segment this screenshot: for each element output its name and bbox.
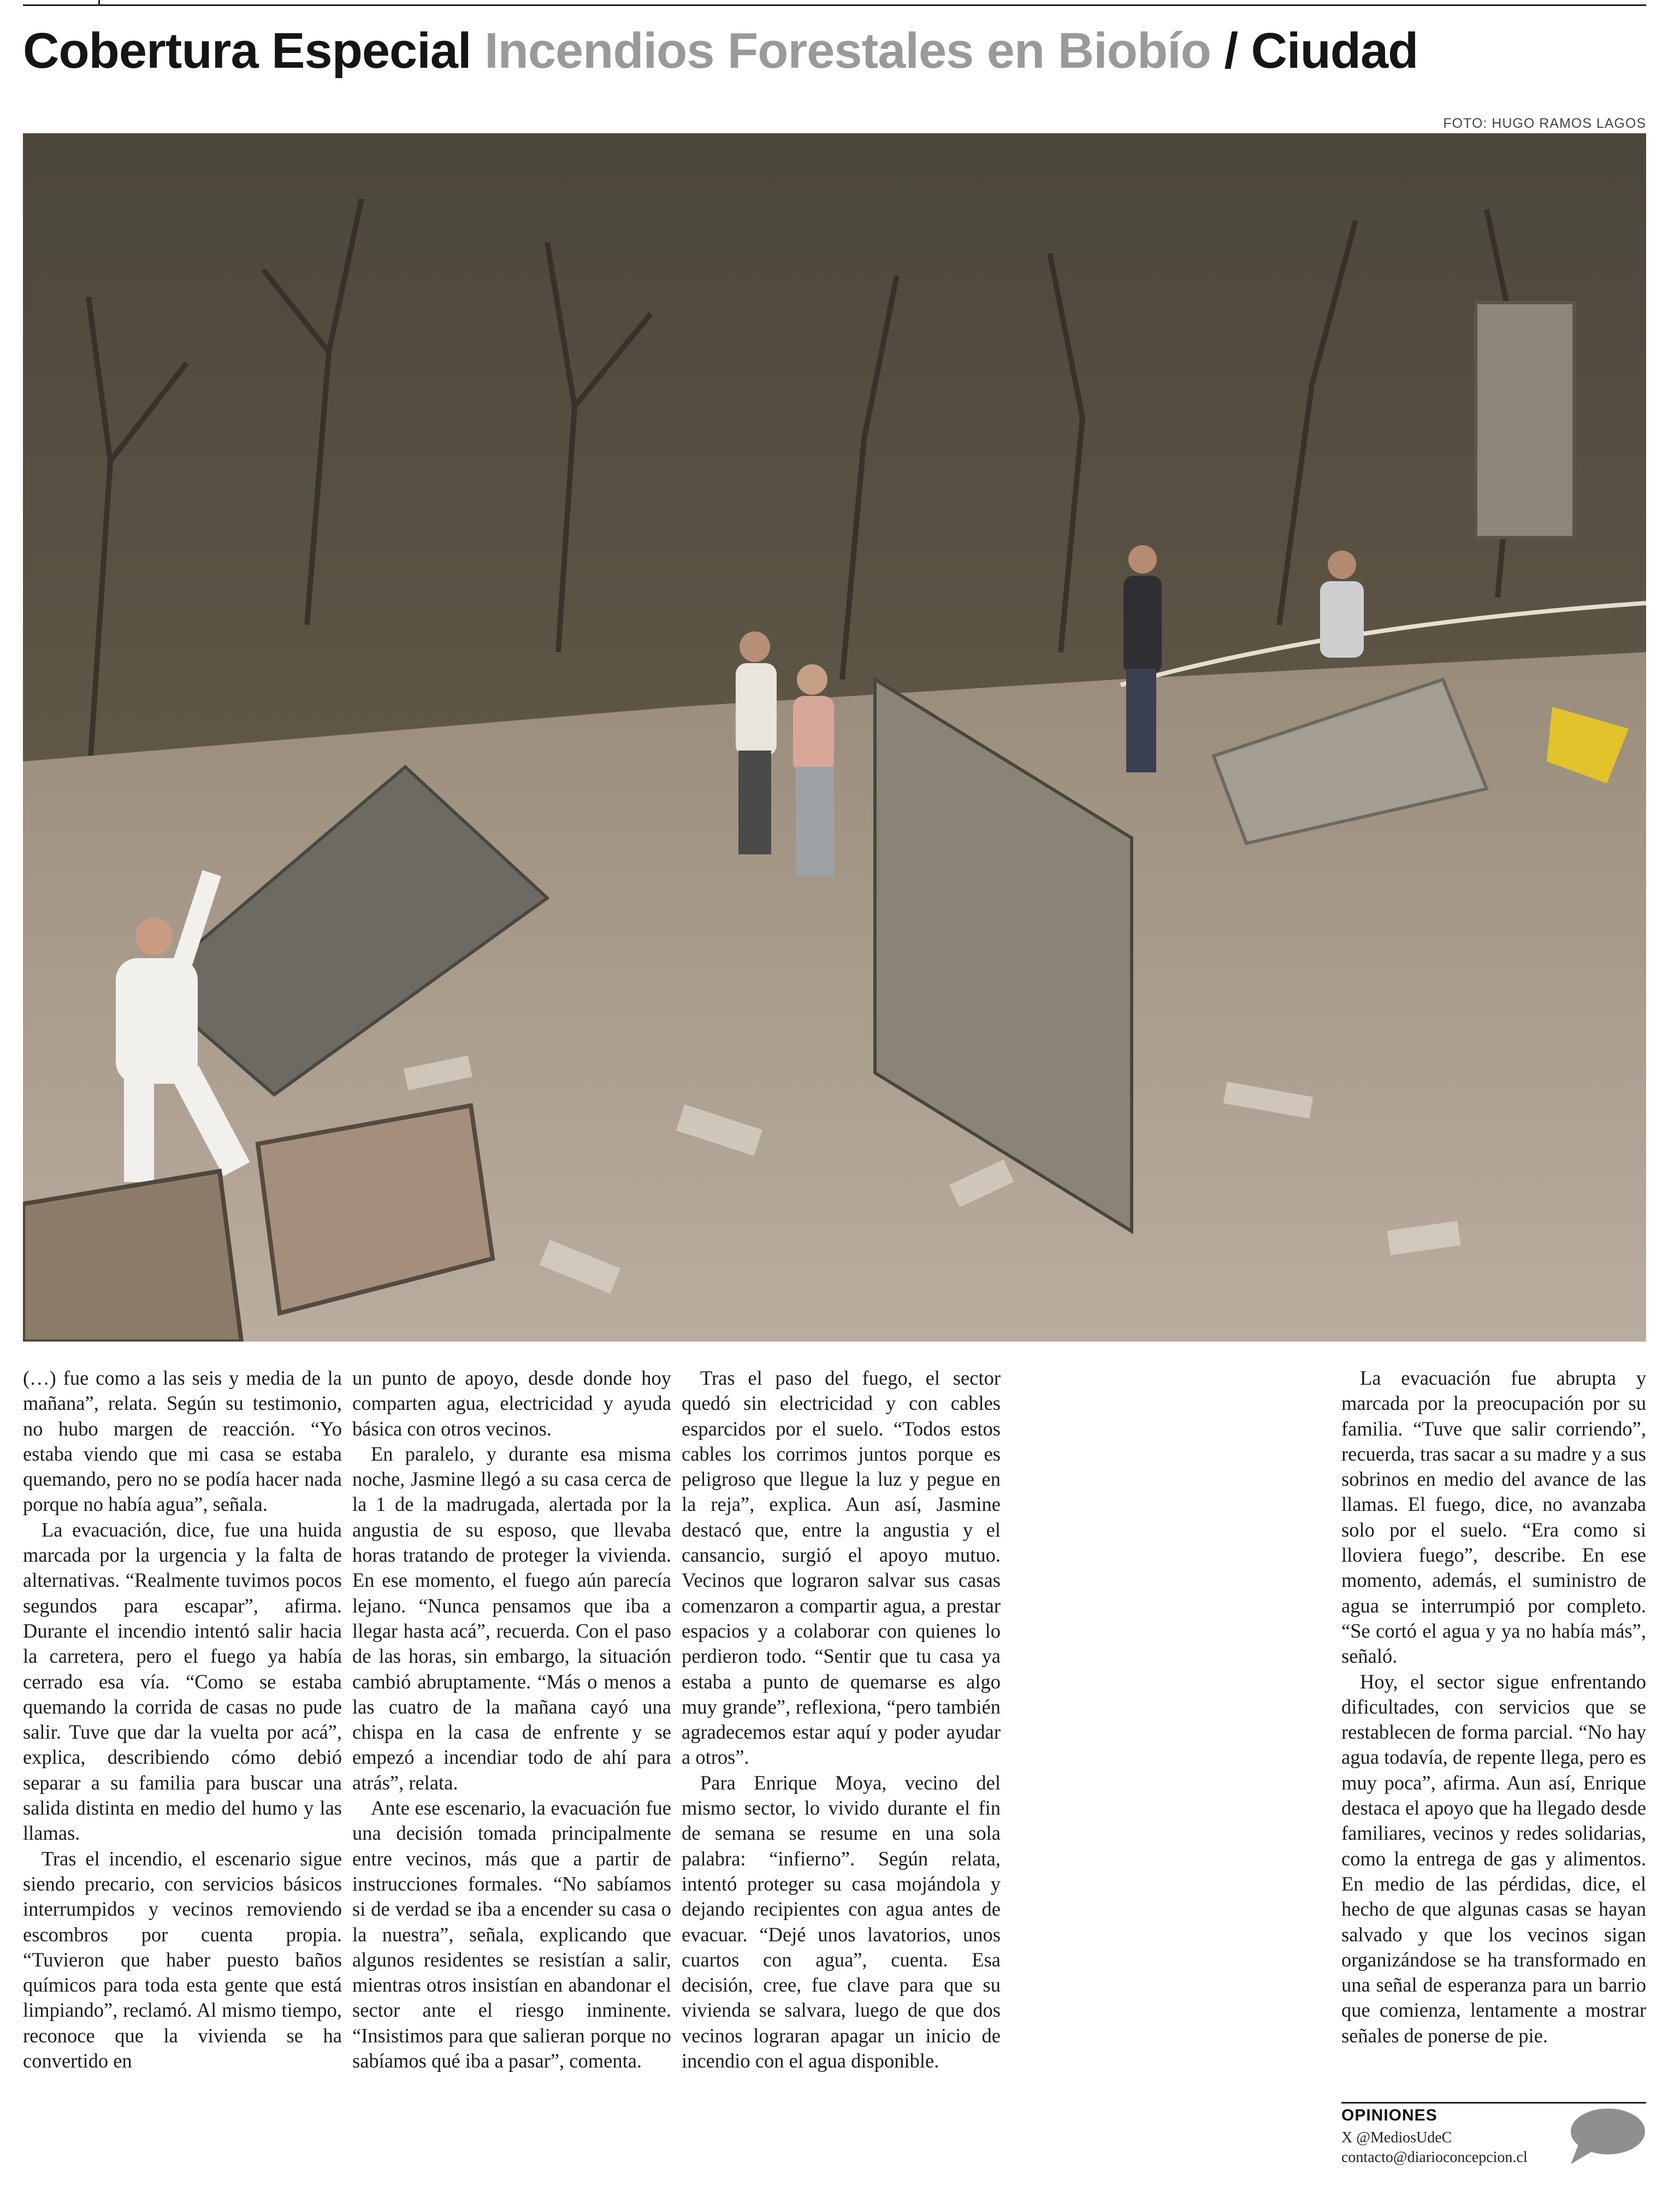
photo-credit: FOTO: HUGO RAMOS LAGOS [1443, 116, 1646, 131]
photo-illustration [23, 133, 1646, 1342]
speech-bubble-icon [1566, 2106, 1646, 2165]
col2-paragraph: un punto de apoyo, desde donde hoy comparten agua, electricidad y ayuda básica con otros vecinos. [352, 1367, 671, 1440]
opinions-social-handle[interactable]: X @MediosUdeC [1341, 2129, 1452, 2146]
opinions-title: OPINIONES [1341, 2106, 1438, 2124]
col2-paragraph: En paralelo, y durante esa misma noche, Jasmine llegó a su casa cerca de la 1 de la madrugada, alertada por la angustia de su esposo, que llevaba horas tratando de proteger la vivienda. En ese momento, el fuego aún parecía lejano. “Nunca pensamos que iba a llegar hasta acá”, recuerda. Con el paso de las horas, sin embargo, la situación cambió abruptamente. “Más o menos a las cuatro de la mañana cayó una chispa en la casa de enfrente y se empezó a incendiar todo de ahí para atrás”, relata. [352, 1442, 671, 1794]
person-cap [1123, 545, 1162, 772]
headline-section: / Ciudad [1224, 23, 1418, 79]
col3-paragraph: Tras el paso del fuego, el sector quedó sin electricidad y con cables esparcidos por el suelo. “Todos estos cables los corrimos juntos porque es peligroso que llegue la luz y pegue en la reja”, explica. Aun así, Jasmine destacó que, entre la angustia y el cansancio, surgió el apoyo mutuo. Vecinos que lograron salvar sus casas comenzaron a compartir agua, a prestar espacios y a colaborar con quienes lo perdieron todo. “Sentir que tu casa ya estaba a punto de quemarse es algo muy grande”, reflexiona, “pero también agradecemos estar aquí y poder ayudar a otros”. [682, 1367, 1001, 1769]
col3-paragraph: Para Enrique Moya, vecino del mismo sector, lo vivido durante el fin de semana se resume en una sola palabra: “infierno”. Según relata, intentó proteger su casa mojándola y dejando recipientes con agua antes de evacuar. “Dejé unos lavatorios, unos cuartos con agua”, cuenta. Esa decisión, cree, fue clave para que su vivienda se salvara, luego de que dos vecinos lograran apagar un inicio de incendio con el agua disponible. [682, 1771, 1001, 2072]
article-column-5 [1341, 1366, 1646, 2048]
main-photo [23, 133, 1646, 1342]
col5-paragraph: La evacuación fue abrupta y marcada por la preocupación por su familia. “Tuve que salir corriendo”, recuerda, tras sacar a su madre y a sus sobrinos en medio del avance de las llamas. El fuego, dice, no avanzaba solo por el suelo. “Era como si lloviera fuego”, describe. En ese momento, además, el suministro de agua se interrumpió por completo. “Se cortó el agua y ya no había más”, señaló. [1341, 1367, 1646, 1668]
col2-paragraph: Ante ese escenario, la evacuación fue una decisión tomada principalmente entre vecinos, más que a partir de instrucciones formales. “No sabíamos si de verdad se iba a encender su casa o la nuestra”, señala, explicando que algunos residentes se resistían a salir, mientras otros insistían en abandonar el sector ante el riesgo inminente. “Insistimos para que salieran porque no sabíamos qué iba a pasar”, comenta. [352, 1797, 671, 2072]
opinions-box [1341, 2102, 1646, 2167]
article-column-1 [23, 1366, 342, 2074]
col1-paragraph: Tras el incendio, el escenario sigue siendo precario, con servicios básicos interrumpidos y vecinos removiendo escombros por cuenta propia. “Tuvieron que haber puesto baños químicos para toda esta gente que está limpiando”, reclamó. Al mismo tiempo, reconoce que la vivienda se ha convertido en [23, 1847, 342, 2072]
burnt-appliance [23, 1171, 241, 1342]
concrete-tower [1476, 303, 1574, 538]
top-rule-tick [98, 0, 100, 5]
opinions-rule [1341, 2102, 1646, 2104]
article-column-2 [352, 1366, 671, 2074]
headline-kicker: Cobertura Especial [23, 23, 471, 79]
top-rule [23, 4, 1646, 6]
col5-paragraph: Hoy, el sector sigue enfrentando dificultades, con servicios que se restablecen de forma parcial. “No hay agua todavía, de repente llega, pero es muy poca”, afirma. Aun así, Enrique destaca el apoyo que ha llegado desde familiares, vecinos y redes solidarias, como la entrega de gas y alimentos. En medio de las pérdidas, dice, el hecho de que algunas casas se hayan salvado y que los vecinos sigan organizándose se ha transformado en una señal de esperanza para un barrio que comienza, lentamente a mostrar señales de ponerse de pie. [1341, 1670, 1646, 2047]
article-column-3 [682, 1366, 1001, 2074]
page-headline [23, 21, 1418, 81]
col1-paragraph: La evacuación, dice, fue una huida marcada por la urgencia y la falta de alternativas. “Realmente tuvimos pocos segundos para escapar”, afirma. Durante el incendio intentó salir hacia la carretera, pero el fuego ya había cerrado esa vía. “Como se estaba quemando la corrida de casas no pude salir. Tuve que dar la vuelta por acá”, explica, describiendo cómo debió separar a su familia para buscar una salida distinta en medio del humo y las llamas. [23, 1518, 342, 1845]
opinions-email[interactable]: contacto@diarioconcepcion.cl [1341, 2149, 1528, 2166]
col1-paragraph: (…) fue como a las seis y media de la mañana”, relata. Según su testimonio, no hubo margen de reacción. “Yo estaba viendo que mi casa se estaba quemando, pero no se podía hacer nada porque no había agua”, señala. [23, 1367, 342, 1516]
headline-topic: Incendios Forestales en Biobío [484, 23, 1211, 79]
